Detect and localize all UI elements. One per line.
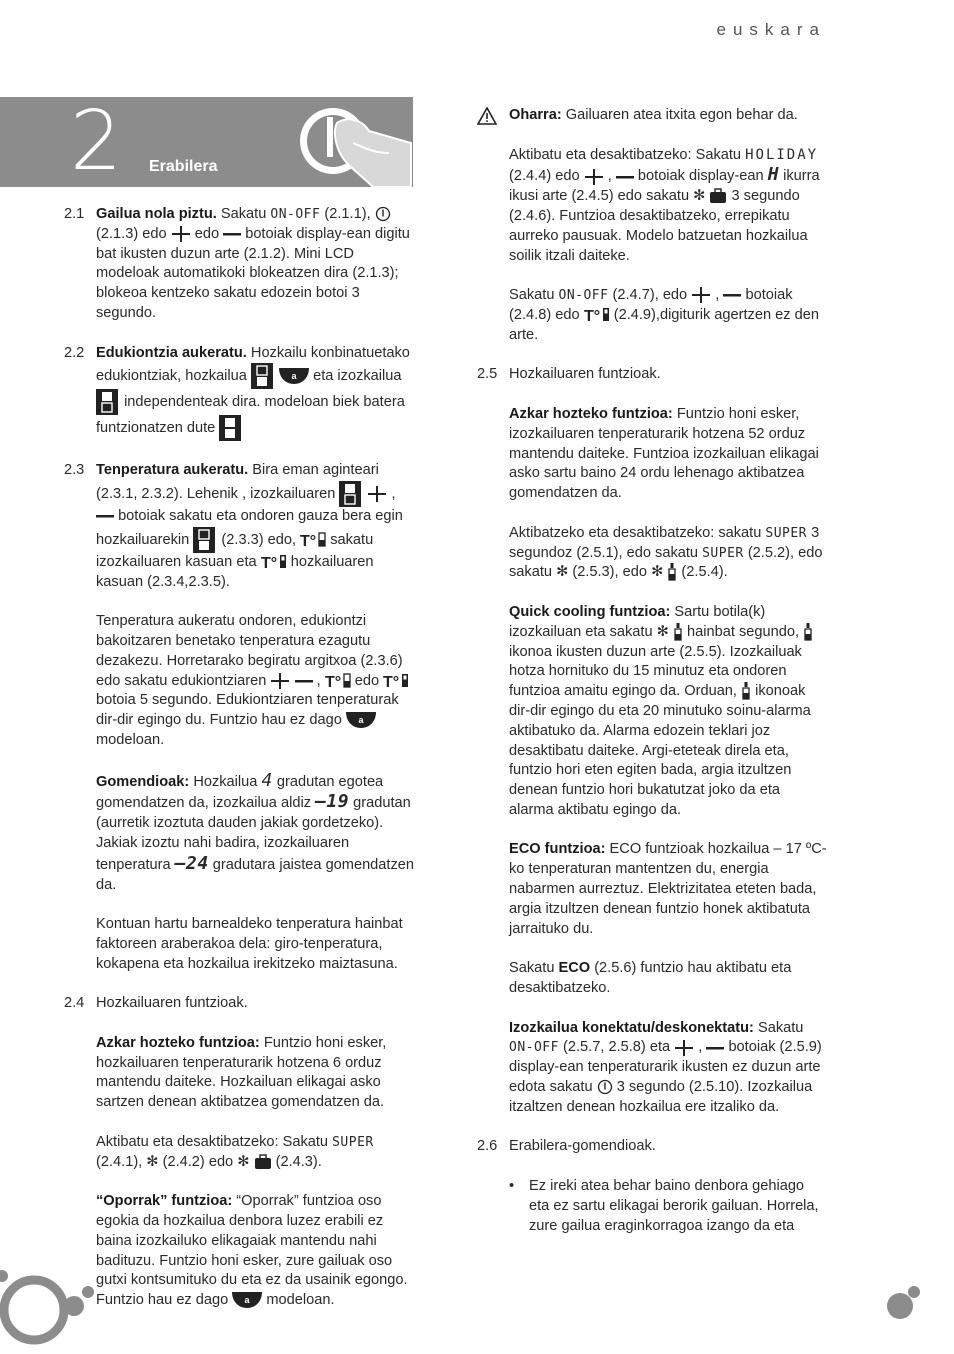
super-label: SUPER (765, 525, 808, 541)
text: Aktibatu eta desaktibatzeko: Sakatu (96, 1133, 329, 1150)
text: botoiak sakatu eta ondoren gauza bera egin hozkailuarekin (96, 507, 403, 548)
onoff-label: ON-OFF (558, 288, 609, 304)
power-icon (597, 1079, 613, 1095)
text: Tenperatura aukeratu ondoren, edukiontzi bakoitzaren benetako tenperatura ezagutu dezakezu. Horretarako begiratu argitxoa (2.3.6) edo sakatu edukiontziaren (96, 613, 403, 689)
paragraph-actual-temperature (96, 612, 416, 751)
text: botoiak (2.5.9) display-ean tenperaturarik ikusten ez duzun arte edota sakatu (509, 1039, 822, 1096)
plus-icon (674, 1039, 694, 1057)
text: independenteak dira. (124, 394, 261, 411)
text: 3 segundoz (2.5.1), edo sakatu (509, 524, 820, 561)
temperature-icon (383, 672, 409, 690)
section-2-4 (64, 994, 416, 1014)
svg-text:T°: T° (583, 308, 600, 325)
section-2-5 (477, 365, 827, 385)
paragraph-note: Kontuan hartu barnealdeko tenperatura hainbat faktoreen araberakoa dela: giro-tenperatura, kokapena eta hozkailua irekitzeko maiztasuna. (96, 916, 403, 972)
lcd-value-freeze: –24 (174, 852, 209, 874)
text: (2.1.1), (324, 206, 371, 222)
paragraph-activate (96, 1133, 416, 1173)
text: (2.4.7), edo (612, 287, 688, 304)
text: Hozkailua (193, 773, 258, 790)
subheading: Azkar hozteko funtzioa: (96, 1034, 260, 1051)
section-2-1 (64, 205, 416, 324)
fridge-icon (193, 527, 217, 553)
section-number: 2.5 (477, 366, 498, 383)
text: , (715, 287, 720, 304)
note-heading: Oharra: (509, 107, 562, 123)
paragraph-switch-off (509, 286, 827, 345)
temperature-icon (300, 531, 326, 549)
snowflake-icon: ✻ (656, 623, 669, 640)
paragraph-holiday-activate (509, 146, 827, 267)
plus-icon (691, 286, 711, 304)
temperature-icon (261, 553, 287, 571)
text: botoiak display-ean (637, 168, 764, 185)
model-a-badge (232, 1292, 262, 1308)
paragraph-eco (509, 840, 827, 939)
text: 3 segundo (2.5.10). Izozkailua itzaltzen denean hozkailua ere itzaliko da. (509, 1079, 813, 1115)
freezer-icon (96, 389, 120, 415)
hand-pressing-button-icon (293, 103, 413, 187)
text: edo (354, 672, 380, 689)
text: (2.4.9),digiturik agertzen ez den arte. (509, 306, 819, 343)
list-item: • Ez ireki atea behar baino denbora gehiago eta ez sartu elikagai berorik gailuan. Horrela, zure gailua eraginkorragoa izango da eta (509, 1177, 827, 1236)
text: (2.5.2), edo sakatu (509, 544, 823, 581)
lcd-value-fridge: 4 (261, 769, 273, 791)
minus-icon (295, 676, 313, 686)
svg-text:T°: T° (300, 532, 317, 549)
text: (2.5.3), edo (572, 564, 647, 581)
warning-icon (477, 107, 497, 125)
paragraph-quick-cooling (509, 603, 827, 821)
section-2-3 (64, 461, 416, 592)
fridge-icon (251, 363, 275, 389)
text: (2.3.3) edo, (221, 531, 297, 548)
bottle-icon (667, 563, 677, 581)
text: (2.4.1), (96, 1153, 143, 1170)
text: ikonoa ikusten duzun arte (2.5.5). Izozkailuak hotza hornituko du 15 minutuz eta ondoren funtzioa amaitu egingo da. Orduan, (509, 643, 802, 700)
paragraph-recommendations (96, 771, 416, 896)
text: “Oporrak” funtzioa oso egokia da hozkailua denbora luzez erabili ez baina izozkailuko elikagaiak mantendu nahi badituzu. Funtzio honi esker, zure gailuak oso gutxi kontsumituko du eta ez da usainik egongo. Funtzio hau ez dago (96, 1193, 408, 1309)
warning-note (477, 106, 827, 126)
paragraph-freezer-connect (509, 1019, 827, 1118)
text: gradutan (aurretik izoztuta dauden jakiak gordetzeko). Jakiak izoztu nahi badira, izozkailuaren tenperatura (96, 795, 411, 873)
onoff-label: ON-OFF (270, 207, 321, 222)
decorative-circles (0, 1266, 100, 1354)
text: Funtzio honi esker, hozkailuaren tenperaturarik hotzena 6 orduz mantendu daiteke. Hozkailuan elikagai asko sartzen denean aktibatzea gomendatzen da. (96, 1034, 387, 1111)
text: , (607, 168, 612, 185)
power-icon (375, 206, 391, 222)
text: (2.5.7, 2.5.8) eta (563, 1039, 671, 1056)
suitcase-icon (709, 188, 727, 204)
paragraph-holiday (96, 1192, 416, 1311)
svg-text:a: a (291, 371, 297, 382)
text: eta izozkailua (313, 368, 402, 385)
text: botoia 5 segundo. Edukiontziaren tenperaturak dir-dir egingo du. Funtzio hau ez dago (96, 692, 399, 729)
plus-icon (584, 168, 604, 186)
text: Sakatu (509, 960, 555, 977)
section-number: 2.6 (477, 1138, 498, 1155)
snowflake-icon: ✻ (237, 1153, 250, 1170)
section-number: 2.3 (64, 462, 85, 479)
section-heading: Hozkailuaren funtzioak. (96, 995, 248, 1012)
model-a-badge (346, 712, 376, 728)
model-a-badge (279, 368, 309, 384)
text: ikonoak dir-dir egingo du eta 20 minutuko soinu-alarma aktibatuko da. Alarma edozein teklari joz desaktibatu daiteke. Argi-eteteak direla eta, funtzio hori eten egiten bada, argia itzultzen denean funtzio hori bukatutzat joko da eta alarma aktibatu egingo da. (509, 683, 811, 818)
paragraph-fast-cooling (96, 1034, 416, 1113)
text: botoiak (2.4.8) edo (509, 287, 793, 323)
svg-text:T°: T° (383, 673, 400, 690)
text: , (316, 672, 321, 689)
subheading: Quick cooling funtzioa: (509, 603, 671, 620)
section-2-6 (477, 1137, 827, 1157)
chapter-title: Erabilera (149, 158, 218, 175)
temperature-icon (325, 672, 351, 690)
plus-icon (171, 225, 191, 243)
minus-icon (616, 172, 634, 182)
eco-label: ECO (558, 960, 591, 977)
text: ECO funtzioak hozkailua – 17 ºC-ko tenperaturan mantentzen du, energia nabarmen aurreztuz. Elektrizitatea eteten bada, argia itzultzen denean funtzio honek aktibatuta jarraituko du. (509, 841, 827, 937)
left-column (64, 205, 416, 1331)
holiday-h-icon: H (767, 164, 780, 186)
text: 3 segundo (2.4.6). Funtzioa desaktibatzeko, errepikatu aurreko pausuak. Modelo batzuetan hozkailua soilik itzali daiteke. (509, 188, 808, 264)
super-label: SUPER (332, 1134, 374, 1150)
text: Funtzio honi esker, izozkailuaren tenperaturarik hotzena 52 orduz mantendu daiteke. Funtzioa izozkailuan elikagai asko sartu baino 24 ordu lehenago aktibatzea gomendatzen da. (509, 405, 819, 502)
text: sakatu izozkailuaren kasuan eta (96, 531, 374, 570)
svg-text:T°: T° (260, 554, 277, 571)
section-2-2 (64, 344, 416, 442)
text: (2.1.3) edo (96, 225, 167, 242)
section-number: 2.4 (64, 995, 85, 1012)
snowflake-icon: ✻ (651, 564, 664, 581)
subheading: “Oporrak” funtzioa: (96, 1193, 233, 1210)
minus-icon (723, 290, 741, 300)
text: , (698, 1039, 703, 1056)
holiday-label: HOLIDAY (745, 146, 819, 163)
minus-icon (96, 511, 114, 521)
text: sakatu (718, 524, 762, 541)
section-heading: Edukiontzia aukeratu. (96, 344, 247, 361)
text: edo (194, 225, 220, 242)
subheading: ECO funtzioa: (509, 841, 606, 858)
snowflake-icon: ✻ (146, 1153, 159, 1170)
fridge-freezer-icon (219, 415, 243, 441)
chapter-banner (0, 97, 413, 187)
svg-text:a: a (358, 715, 364, 726)
text: Sartu botila(k) izozkailuan eta sakatu (509, 603, 766, 640)
right-column (477, 106, 827, 1236)
section-heading: Erabilera-gomendioak. (509, 1138, 656, 1155)
text: Sakatu (757, 1019, 804, 1036)
svg-text:T°: T° (324, 673, 341, 690)
plus-icon (367, 485, 387, 503)
text: Sakatu (220, 206, 267, 222)
super-label: SUPER (702, 545, 744, 561)
subheading: Azkar hozteko funtzioa: (509, 405, 673, 422)
suitcase-icon (254, 1154, 272, 1170)
text: Bira eman aginteari (2.3.1, 2.3.2). Lehenik , izozkailuaren (96, 462, 379, 502)
subheading: Gomendioak: (96, 773, 190, 790)
paragraph-fast-freezing (509, 405, 827, 504)
text: modeloan. (96, 731, 165, 748)
text: Gailuaren atea itxita egon behar da. (565, 107, 798, 123)
text: modeloan biek batera funtzionatzen dute (96, 394, 405, 437)
freezer-icon (339, 481, 363, 507)
svg-text:a: a (244, 1295, 250, 1306)
section-heading: Gailua nola piztu. (96, 206, 217, 222)
section-heading: Hozkailuaren funtzioak. (509, 366, 661, 383)
onoff-label: ON-OFF (509, 1040, 559, 1056)
text: gradutan egotea gomendatzen da, izozkailua aldiz (96, 773, 384, 812)
decorative-circles (884, 1284, 924, 1324)
paragraph-activate-freezer (509, 524, 827, 583)
minus-icon (223, 229, 241, 239)
text: hainbat segundo, (687, 623, 799, 640)
section-heading: Tenperatura aukeratu. (96, 462, 249, 479)
text: botoiak display-ean digitu bat ikusten duzun arte (2.1.2). Mini LCD modeloak automatikoki blokeatzen dira (2.1.3); blokeoa kentzeko sakatu edozein botoi 3 segundo. (96, 225, 410, 321)
text: (2.4.3). (275, 1153, 322, 1170)
text: ikurra ikusi arte (2.4.5) edo sakatu (509, 168, 820, 205)
text: (2.4.2) edo (162, 1153, 234, 1170)
bottle-icon (673, 623, 683, 641)
text: hozkailuaren kasuan (2.3.4,2.3.5). (96, 553, 374, 590)
text: (2.5.6) funtzio hau aktibatu eta desaktibatzeko. (509, 960, 792, 997)
snowflake-icon: ✻ (556, 564, 569, 581)
chapter-number: 2 (70, 97, 123, 187)
text: Hozkailu konbinatuetako edukiontziak, hozkailua (96, 344, 410, 385)
minus-icon (706, 1043, 724, 1053)
text: , (391, 485, 396, 502)
bottle-icon (803, 623, 813, 641)
text: modeloan. (266, 1292, 335, 1309)
section-number: 2.2 (64, 344, 85, 361)
subheading: Izozkailua konektatu/deskonektatu: (509, 1019, 754, 1036)
text: (2.5.4). (681, 564, 728, 581)
text: Sakatu (509, 287, 555, 304)
subheading: Aktibatzeko eta desaktibatzeko: (509, 524, 715, 541)
lcd-value-freezer: –19 (315, 791, 350, 813)
section-number: 2.1 (64, 206, 85, 222)
bottle-icon (741, 682, 751, 700)
plus-icon (270, 672, 290, 690)
language-label: euskara (716, 20, 826, 39)
paragraph-eco-activate (509, 959, 827, 999)
text: Aktibatu eta desaktibatzeko: Sakatu (509, 146, 742, 163)
temperature-icon (584, 306, 610, 324)
snowflake-icon: ✻ (693, 188, 706, 205)
text: gradutara jaistea gomendatzen da. (96, 856, 415, 893)
text: (2.4.4) edo (509, 168, 580, 185)
